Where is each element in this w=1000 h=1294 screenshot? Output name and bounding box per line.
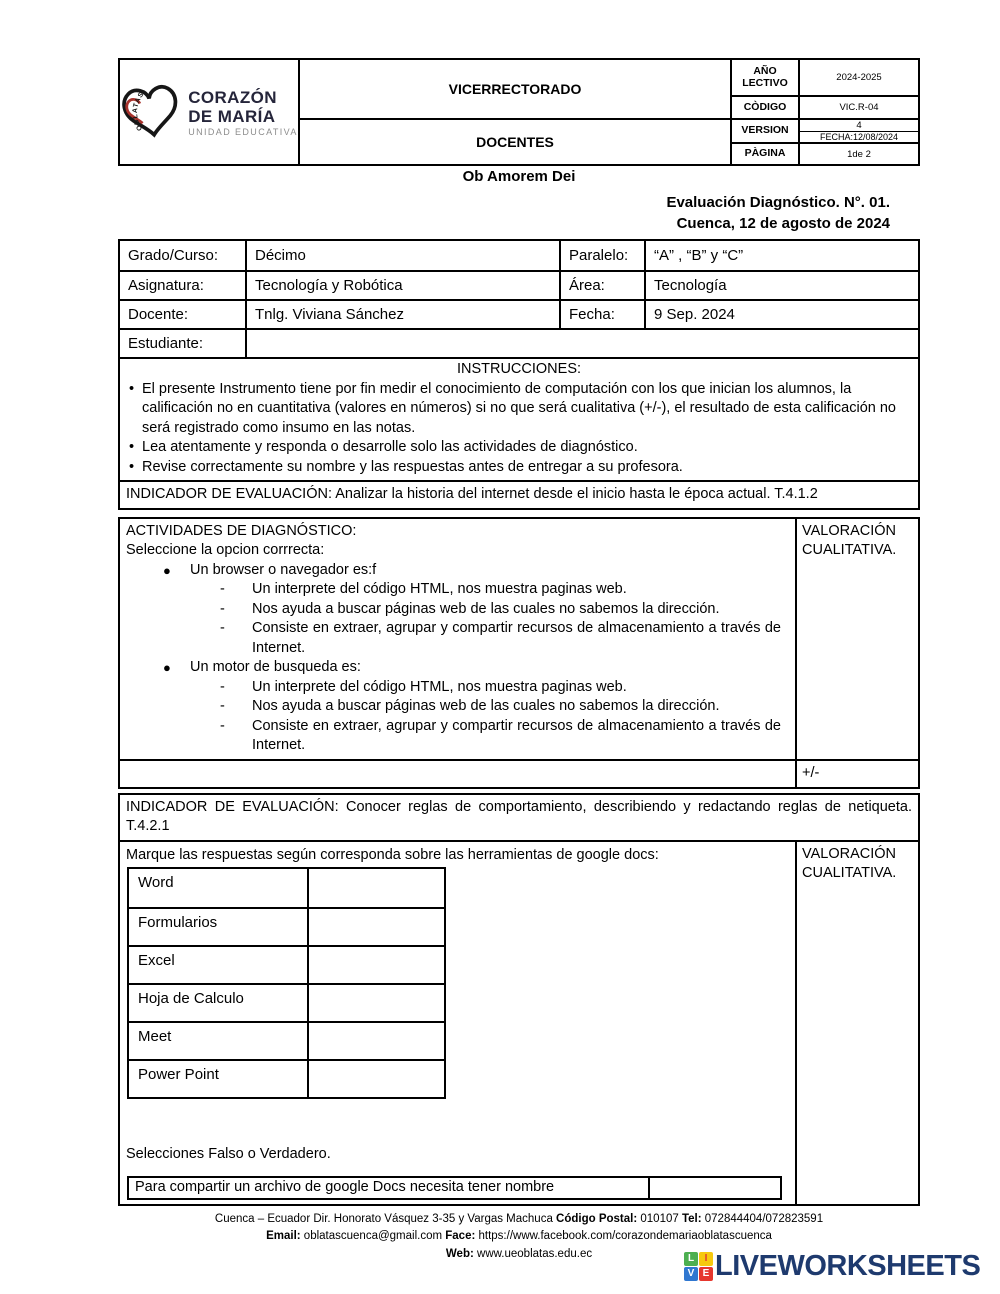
evaluation-title: Evaluación Diagnóstico. N°. 01. [666, 194, 890, 211]
option[interactable] [126, 619, 789, 658]
paralelo-label: Paralelo: [559, 241, 644, 270]
tool-answer-cell[interactable] [307, 1021, 444, 1059]
paralelo-value: “A” , “B” y “C” [644, 241, 918, 270]
option-text: Nos ayuda a buscar páginas web de las cuales no sabemos la dirección. [252, 600, 720, 617]
footer-email-label: Email: [266, 1230, 301, 1242]
activities2-prompt: Marque las respuestas según corresponda sobre las herramientas de google docs: [126, 846, 659, 863]
footer-facebook-value: https://www.facebook.com/corazondemariaoblatascuenca [478, 1230, 772, 1242]
activities1-subtitle: Seleccione la opcion corrrecta: [126, 542, 325, 558]
option-text: Un interprete del código HTML, nos muestra paginas web. [252, 581, 627, 597]
footer-line-2 [118, 1228, 920, 1246]
bullet-icon: ● [163, 562, 171, 578]
truefalse-row [127, 1176, 782, 1200]
estudiante-input[interactable] [245, 328, 918, 357]
activities2-content [120, 842, 795, 1204]
instructions-box [118, 357, 920, 482]
meta-pagina-label: PÀGINA [730, 142, 798, 164]
footer-address: Cuenca – Ecuador Dir. Honorato Vásquez 3-35 y Vargas Machuca [214, 1212, 553, 1225]
tool-answer-cell[interactable] [307, 945, 444, 983]
truefalse-statement: Para compartir un archivo de google Docs necesita tener nombre [135, 1178, 555, 1195]
question-text: Un motor de busqueda es: [190, 659, 361, 675]
option-text: Consiste en extraer, agrupar y compartir recursos de almacenamiento a través de Internet. [252, 717, 781, 753]
tool-label: Word [138, 874, 174, 891]
bullet-icon: ● [163, 660, 171, 675]
activities1-title: ACTIVIDADES DE DIAGNÓSTICO: [126, 522, 357, 539]
bullet-icon: • [129, 439, 135, 455]
option[interactable] [126, 697, 789, 717]
tool-label: Power Point [129, 1059, 307, 1097]
truefalse-answer-cell[interactable] [648, 1178, 780, 1198]
meta-version-cell [798, 118, 918, 142]
docente-value: Tnlg. Viviana Sánchez [245, 299, 559, 328]
area-value: Tecnología [644, 270, 918, 299]
dash-icon: - [220, 717, 225, 734]
document [118, 58, 920, 1263]
heart-outline-icon [122, 85, 179, 138]
fecha-label: Fecha: [559, 299, 644, 328]
header-vicerrectorado: VICERRECTORADO [298, 60, 730, 118]
bullet-icon: • [129, 458, 135, 475]
logo-title-line1: CORAZÓN [188, 87, 277, 107]
indicator-2: INDICADOR DE EVALUACIÓN: Conocer reglas de comportamiento, describiendo y redactando reglas de netiqueta. T.4.2.1 [118, 793, 920, 842]
meta-version-fecha: FECHA:12/08/2024 [819, 132, 899, 142]
asignatura-value: Tecnología y Robótica [245, 270, 559, 299]
footer-postal-label: Código Postal: [556, 1212, 638, 1225]
tool-label: Meet [129, 1021, 307, 1059]
logo-square-l: L [684, 1252, 698, 1266]
dash-icon: - [220, 620, 225, 636]
footer-web-value: www.ueoblatas.edu.ec [477, 1247, 593, 1260]
tool-answer-cell[interactable] [307, 869, 444, 907]
tool-label: Formularios [129, 907, 307, 945]
meta-codigo-value: VIC.R-04 [798, 95, 918, 118]
logo-square-e: E [699, 1267, 713, 1281]
instruction-bullet [126, 380, 912, 439]
question-1 [126, 561, 789, 581]
tool-answer-cell[interactable] [307, 983, 444, 1021]
option[interactable] [126, 580, 789, 600]
valoracion-header-1: VALORACIÓN CUALITATIVA. [795, 519, 918, 759]
meta-ano-label: AÑO LECTIVO [730, 60, 798, 95]
grado-value: Décimo [245, 241, 559, 270]
truefalse-label: Selecciones Falso o Verdadero. [126, 1146, 331, 1162]
tools-table [127, 867, 446, 1099]
bullet-icon: • [129, 380, 135, 397]
dash-icon: - [220, 600, 225, 617]
option-text: Consiste en extraer, agrupar y compartir recursos de almacenamiento a través de Internet. [252, 620, 781, 656]
instruction-bullet [126, 458, 912, 478]
area-label: Área: [559, 270, 644, 299]
indicator-1: INDICADOR DE EVALUACIÓN: Analizar la historia del internet desde el inicio hasta le época actual. T.4.1.2 [118, 480, 920, 510]
liveworksheets-logo [684, 1251, 980, 1281]
school-logo [120, 60, 298, 164]
motto: Ob Amorem Dei [462, 168, 576, 185]
score-row-empty [120, 759, 795, 787]
logo-square-v: V [684, 1267, 698, 1281]
logo-square-i: I [699, 1252, 713, 1266]
header-docentes: DOCENTES [298, 118, 730, 164]
activities-table-1 [118, 517, 920, 789]
valoracion-header-2: VALORACIÓN CUALITATIVA. [795, 842, 918, 1204]
question-text: Un browser o navegador es:f [190, 561, 377, 578]
dash-icon: - [220, 581, 225, 597]
evaluation-date: Cuenca, 12 de agosto de 2024 [676, 215, 890, 232]
docente-label: Docente: [120, 299, 245, 328]
instruction-bullet [126, 438, 912, 458]
tool-label: Hoja de Calculo [129, 983, 307, 1021]
tool-answer-cell[interactable] [307, 907, 444, 945]
meta-ano-value: 2024-2025 [798, 60, 918, 95]
option[interactable] [126, 717, 789, 756]
meta-pagina-value: 1de 2 [798, 142, 918, 164]
grado-label: Grado/Curso: [128, 247, 219, 264]
fecha-value: 9 Sep. 2024 [644, 299, 918, 328]
header-table [118, 58, 920, 166]
footer-tel-value: 072844404/072823591 [704, 1212, 824, 1225]
instruction-text: Revise correctamente su nombre y las respuestas antes de entregar a su profesora. [142, 458, 683, 475]
logo-badge-text: OBLATAS [132, 90, 147, 132]
question-2 [126, 658, 789, 678]
liveworksheets-grid-icon [684, 1252, 713, 1281]
footer-line-1 [118, 1211, 920, 1229]
score-mark-cell[interactable]: +/- [795, 759, 918, 787]
footer-tel-label: Tel: [681, 1212, 702, 1225]
logo-wordmark [188, 88, 298, 137]
meta-version-label: VERSION [730, 118, 798, 142]
activities-table-2 [118, 840, 920, 1206]
liveworksheets-wordmark: LIVEWORKSHEETS [715, 1250, 981, 1282]
option[interactable] [126, 678, 789, 698]
option-text: Nos ayuda a buscar páginas web de las cuales no sabemos la dirección. [252, 698, 720, 714]
footer-facebook-label: Face: [445, 1230, 476, 1242]
option-text: Un interprete del código HTML, nos muestra paginas web. [252, 678, 627, 695]
info-table [118, 239, 920, 359]
footer-email-value: oblatascuenca@gmail.com [303, 1230, 443, 1242]
tool-label: Excel [129, 945, 307, 983]
activities1-content [120, 519, 795, 759]
evaluation-heading [118, 192, 920, 234]
meta-codigo-label: CÒDIGO [730, 95, 798, 118]
tool-answer-cell[interactable] [307, 1059, 444, 1097]
logo-subtitle: UNIDAD EDUCATIVA [188, 126, 298, 137]
heart-logo-icon [120, 80, 182, 144]
dash-icon: - [220, 698, 225, 714]
footer-postal-value: 010107 [640, 1212, 679, 1225]
instruction-text: El presente Instrumento tiene por fin medir el conocimiento de computación con los que inician los alumnos, la calificación no en cuantitativa (valores en números) si no que será cualitativa (+/-), el resultado de esta calificación no será registrado como insumo en las notas. [142, 380, 896, 436]
logo-title-line2: DE MARÍA [188, 106, 276, 126]
footer-web-label: Web: [445, 1247, 474, 1260]
instructions-title: INSTRUCCIONES: [456, 361, 582, 377]
option[interactable] [126, 600, 789, 620]
asignatura-label: Asignatura: [120, 270, 245, 299]
instruction-text: Lea atentamente y responda o desarrolle solo las actividades de diagnóstico. [142, 439, 638, 455]
dash-icon: - [220, 678, 225, 695]
meta-version-value: 4 [800, 120, 918, 132]
estudiante-label: Estudiante: [120, 328, 245, 357]
